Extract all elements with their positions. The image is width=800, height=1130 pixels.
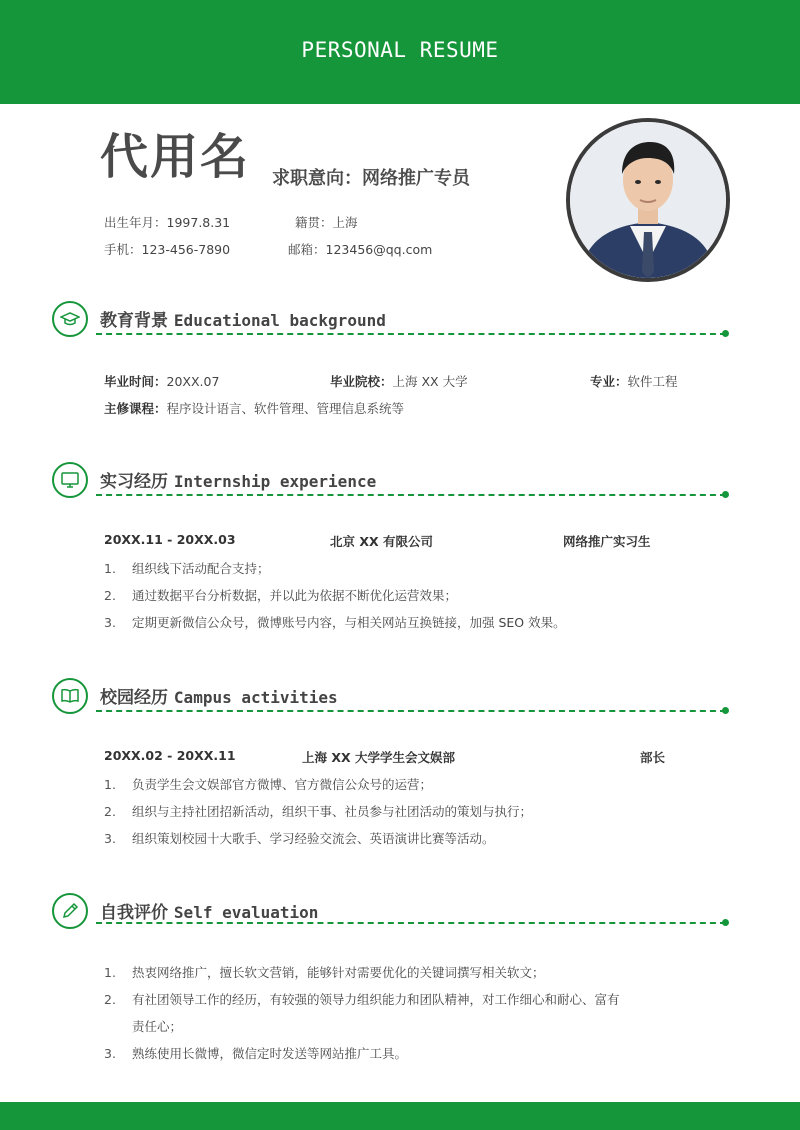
campus-period: 20XX.02 - 20XX.11	[104, 748, 236, 763]
item-text: 责任心；	[132, 1019, 183, 1034]
major-value: 软件工程	[627, 374, 678, 389]
list-item	[104, 802, 532, 820]
major	[590, 372, 678, 390]
item-number: 2.	[104, 804, 116, 819]
item-text: 通过数据平台分析数据，并以此为依据不断优化运营效果；	[132, 588, 458, 603]
campus-section-title	[100, 683, 338, 708]
list-item	[104, 586, 457, 604]
self-eval-title-cn: 自我评价	[100, 903, 168, 923]
education-title-en: Educational background	[173, 311, 386, 330]
header-bar	[0, 0, 800, 104]
item-text: 有社团领导工作的经历，有较强的领导力组织能力和团队精神，对工作细心和耐心、富有	[132, 992, 620, 1007]
item-number: 3.	[104, 615, 116, 630]
campus-title-cn: 校园经历	[100, 688, 168, 708]
section-divider	[96, 333, 726, 335]
item-number: 1.	[104, 965, 116, 980]
school-label: 毕业院校：	[330, 374, 393, 389]
birth-info	[104, 213, 230, 231]
item-number: 1.	[104, 561, 116, 576]
grad-time-value: 20XX.07	[166, 374, 220, 389]
list-item	[104, 829, 495, 847]
monitor-icon	[52, 462, 88, 498]
item-number: 2.	[104, 588, 116, 603]
grad-time-label: 毕业时间：	[104, 374, 167, 389]
divider-dot	[722, 919, 729, 926]
section-divider	[96, 922, 726, 924]
list-item	[104, 559, 270, 577]
email-label: 邮箱：	[288, 242, 326, 257]
section-divider	[96, 494, 726, 496]
courses-value: 程序设计语言、软件管理、管理信息系统等	[166, 401, 405, 416]
phone-label: 手机：	[104, 242, 142, 257]
campus-organization: 上海 XX 大学学生会文娱部	[302, 750, 455, 765]
open-book-icon	[52, 678, 88, 714]
list-item	[104, 775, 432, 793]
phone-value: 123-456-7890	[141, 242, 231, 257]
school-value: 上海 XX 大学	[392, 374, 468, 389]
item-text: 熟练使用长微博，微信定时发送等网站推广工具。	[132, 1046, 408, 1061]
internship-period: 20XX.11 - 20XX.03	[104, 532, 236, 547]
internship-title-cn: 实习经历	[100, 472, 168, 492]
item-number: 3.	[104, 1046, 116, 1061]
internship-section-title	[100, 467, 376, 492]
list-item	[104, 1017, 182, 1035]
pencil-icon	[52, 893, 88, 929]
list-item	[104, 613, 566, 631]
footer-bar	[0, 1102, 800, 1130]
major-label: 专业：	[590, 374, 628, 389]
self-eval-title-en: Self evaluation	[173, 903, 319, 922]
list-item	[104, 990, 620, 1008]
internship-title-en: Internship experience	[173, 472, 377, 491]
graduation-time	[104, 372, 219, 390]
portrait-illustration	[570, 122, 726, 278]
courses-label: 主修课程：	[104, 401, 167, 416]
education-section-title	[100, 306, 386, 331]
item-text: 组织策划校园十大歌手、学习经验交流会、英语演讲比赛等活动。	[132, 831, 495, 846]
education-title-cn: 教育背景	[100, 311, 168, 331]
email-info	[288, 240, 432, 258]
native-value: 上海	[332, 215, 358, 230]
list-item	[104, 963, 545, 981]
campus-title-en: Campus activities	[173, 688, 338, 707]
graduation-cap-icon	[52, 301, 88, 337]
internship-role: 网络推广实习生	[563, 534, 651, 549]
main-courses	[104, 399, 404, 417]
birth-label: 出生年月：	[104, 215, 167, 230]
self-eval-section-title	[100, 898, 318, 923]
divider-dot	[722, 330, 729, 337]
item-number: 1.	[104, 777, 116, 792]
item-text: 负责学生会文娱部官方微博、官方微信公众号的运营；	[132, 777, 433, 792]
internship-company: 北京 XX 有限公司	[330, 534, 433, 549]
native-label: 籍贯：	[295, 215, 333, 230]
item-text: 组织与主持社团招新活动，组织干事、社员参与社团活动的策划与执行；	[132, 804, 533, 819]
divider-dot	[722, 707, 729, 714]
item-text: 热衷网络推广，擅长软文营销，能够针对需要优化的关键词撰写相关软文；	[132, 965, 545, 980]
job-objective: 求职意向：网络推广专员	[272, 168, 470, 189]
item-number: 3.	[104, 831, 116, 846]
graduation-school	[330, 372, 468, 390]
profile-photo	[566, 118, 730, 282]
native-info	[295, 213, 358, 231]
birth-value: 1997.8.31	[166, 215, 231, 230]
resume-title: PERSONAL RESUME	[301, 38, 499, 62]
campus-role: 部长	[640, 750, 666, 765]
divider-dot	[722, 491, 729, 498]
item-text: 组织线下活动配合支持；	[132, 561, 270, 576]
list-item	[104, 1044, 407, 1062]
candidate-name: 代用名	[100, 129, 251, 185]
section-divider	[96, 710, 726, 712]
item-text: 定期更新微信公众号，微博账号内容，与相关网站互换链接，加强 SEO 效果。	[132, 615, 566, 630]
email-value: 123456@qq.com	[325, 242, 433, 257]
phone-info	[104, 240, 230, 258]
item-number: 2.	[104, 992, 116, 1007]
